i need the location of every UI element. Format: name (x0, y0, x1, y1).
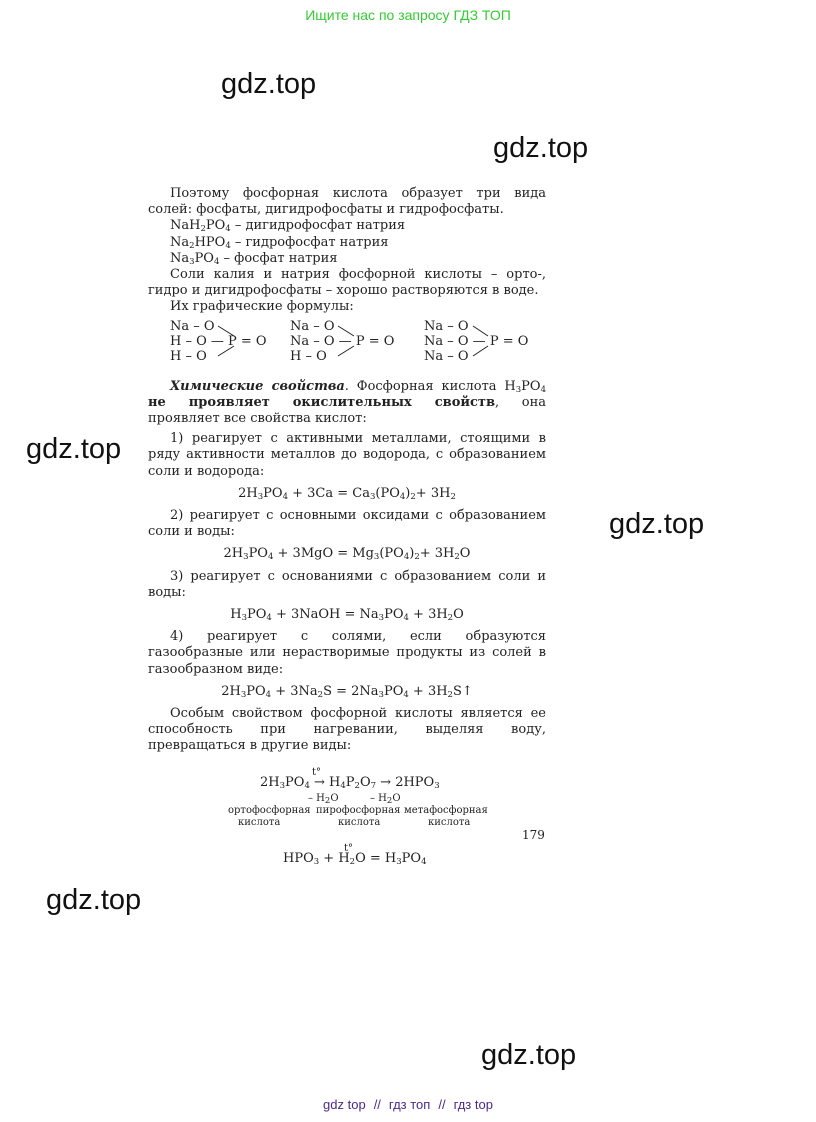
footer-link[interactable]: гдз топ (388, 1097, 431, 1112)
formula-nah2po4: Na – O H – O — P = O H – O (170, 318, 267, 364)
label-pyro-acid: кислота (338, 816, 381, 828)
scheme-equation: $2H_3PO_4 \to H_4P_2O_7 \to 2HPO_3$ (260, 774, 440, 791)
hydration-equation (148, 842, 546, 871)
salt-line: $Na_2HPO_4$ – гидрофосфат натрия (170, 234, 389, 251)
watermark: gdz.top (609, 508, 705, 540)
equation-4: $2H_3PO_4 + 3Na_2S = 2Na_3PO_4$ + $3H_2S↑$ (221, 683, 473, 700)
paragraph-solubility: Соли калия и натрия фосфорной кислоты – орто-, гидро и дигидрофосфаты – хорошо растворяются в воде. (148, 267, 546, 299)
minus-water-1: – $H_2O$ (308, 792, 339, 806)
conversion-scheme (148, 765, 546, 837)
footer-link[interactable]: гдз top (453, 1097, 493, 1112)
label-ortho-acid: кислота (238, 816, 281, 828)
equation-hydration: $HPO_3 + H_2O = H_3PO_4$ (283, 850, 427, 867)
paragraph-chem-properties: Химические свойства. Фосфорная кислота $H_3PO_4$ не проявляет окислительных свойств, она проявляет все свойства кислот: (148, 378, 546, 427)
equation-2: $2H_3PO_4 + 3MgO = Mg_3(PO_4)_2+ 3H_2O$ (223, 546, 471, 563)
minus-water-2: – $H_2O$ (370, 792, 401, 806)
bond-lines (148, 319, 546, 373)
graphic-formulas (148, 319, 546, 373)
footer (0, 1097, 816, 1112)
watermark: gdz.top (26, 433, 122, 465)
paragraph-salts: Поэтому фосфорная кислота образует три вида солей: фосфаты, дигидрофосфаты и гидрофосфаты. (148, 186, 546, 218)
footer-link[interactable]: gdz top (323, 1097, 366, 1112)
reaction-4-text: 4) реагирует с солями, если образуются газообразные или нерастворимые продукты из солей в газообразном виде: (148, 629, 546, 677)
textbook-page (148, 186, 546, 871)
paragraph-graphic-title: Их графические формулы: (170, 299, 354, 315)
label-meta-acid: кислота (428, 816, 471, 828)
label-ortho: ортофосфорная (228, 804, 311, 816)
formula-na2hpo4: Na – O Na – O — P = O H – O (290, 318, 395, 364)
watermark: gdz.top (493, 132, 589, 164)
reaction-3-text: 3) реагирует с основаниями с образованием соли и воды: (148, 568, 546, 600)
watermark: gdz.top (481, 1039, 577, 1071)
watermark: gdz.top (46, 884, 142, 916)
salt-line: $Na_3PO_4$ – фосфат натрия (170, 250, 338, 267)
salt-line: $NaH_2PO_4$ – дигидрофосфат натрия (170, 218, 406, 235)
label-meta: метафосфорная (404, 804, 488, 816)
heat-label-2: t° (344, 842, 354, 854)
top-banner: Ищите нас по запросу ГДЗ ТОП (305, 7, 511, 23)
label-pyro: пирофосфорная (316, 804, 401, 816)
formula-na3po4: Na – O Na – O — P = O Na – O (424, 318, 529, 364)
page-number: 179 (522, 828, 545, 842)
reaction-1-text: 1) реагирует с активными металлами, стоящими в ряду активности металлов до водорода, с образованием соли и водорода: (148, 431, 546, 479)
footer-separator: // (373, 1097, 381, 1112)
reaction-2-text: 2) реагирует с основными оксидами с образованием соли и воды: (148, 508, 546, 540)
equation-3: $H_3PO_4$ + 3NaOH = $Na_3PO_4 + 3H_2O$ (230, 607, 464, 624)
heat-label: t° (312, 766, 322, 778)
equation-1: $2H_3PO_4 + 3Ca = Ca_3(PO_4)_2+ 3H_2$ (238, 485, 456, 502)
footer-separator: // (438, 1097, 446, 1112)
paragraph-special-property: Особым свойством фосфорной кислоты является ее способность при нагревании, выделяя воду, превращаться в другие виды: (148, 706, 546, 754)
watermark: gdz.top (221, 68, 317, 100)
